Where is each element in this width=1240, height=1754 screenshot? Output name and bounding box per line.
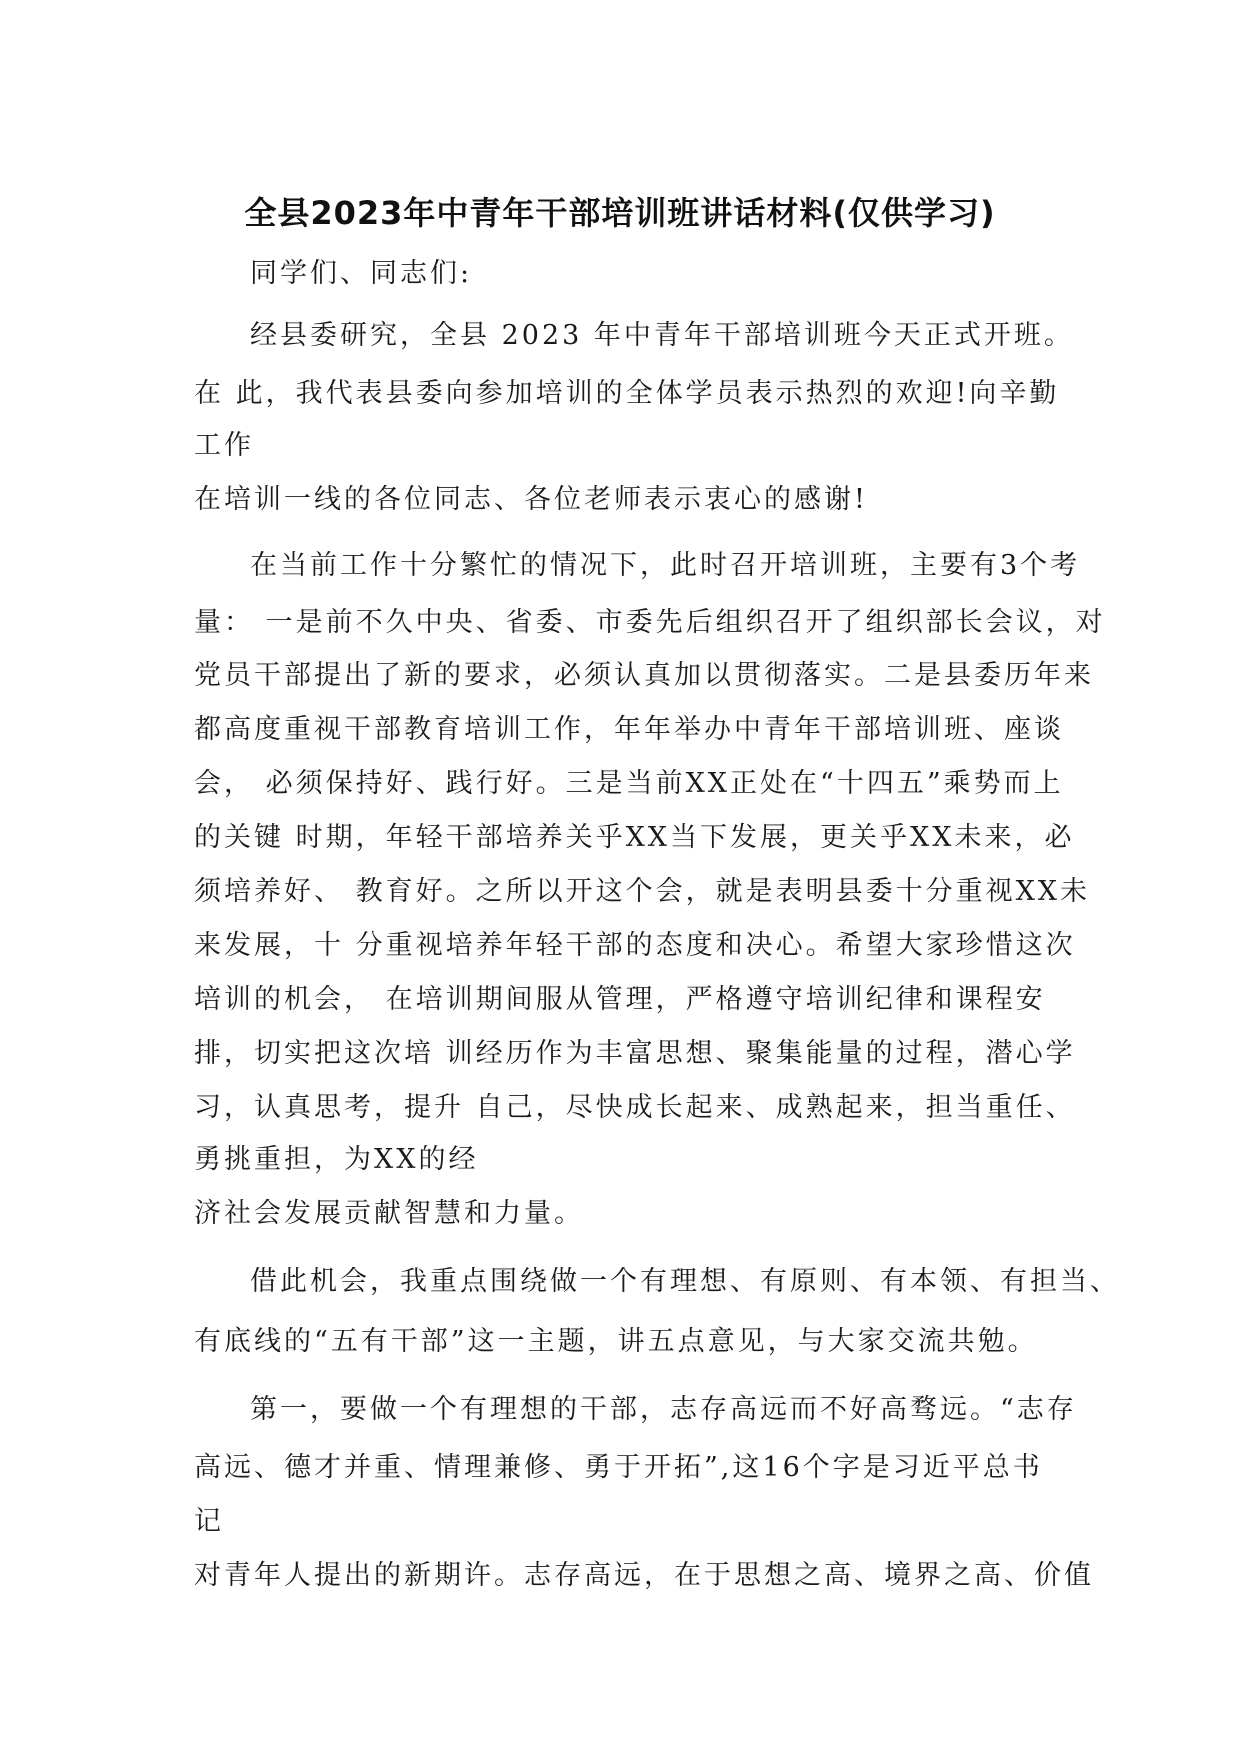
text-line: 记: [194, 1506, 224, 1537]
text-line: 的关键 时期，年轻干部培养关乎XX当下发展，更关乎XX未来，必: [194, 822, 1075, 853]
text-line: 工作: [194, 430, 254, 461]
text-line: 有底线的“五有干部”这一主题，讲五点意见，与大家交流共勉。: [194, 1326, 1038, 1357]
text-line: 习，认真思考，提升 自己，尽快成长起来、成熟起来，担当重任、: [194, 1092, 1076, 1123]
text-line: 在当前工作十分繁忙的情况下，此时召开培训班，主要有3个考: [250, 550, 1081, 581]
text-line: 培训的机会， 在培训期间服从管理，严格遵守培训纪律和课程安: [194, 984, 1046, 1015]
text-line: 排，切实把这次培 训经历作为丰富思想、聚集能量的过程，潜心学: [194, 1038, 1076, 1069]
text-line: 勇挑重担，为XX的经: [194, 1144, 479, 1175]
text-line: 对青年人提出的新期许。志存高远，在于思想之高、境界之高、价值: [194, 1560, 1094, 1591]
text-line: 第一，要做一个有理想的干部，志存高远而不好高骛远。“志存: [250, 1394, 1077, 1425]
text-line: 须培养好、 教育好。之所以开这个会，就是表明县委十分重视XX未: [194, 876, 1091, 907]
text-line: 同学们、同志们:: [250, 258, 473, 289]
page-title: 全县2023年中青年干部培训班讲话材料(仅供学习): [244, 194, 996, 232]
text-line: 在培训一线的各位同志、各位老师表示衷心的感谢!: [194, 484, 868, 515]
text-line: 来发展，十 分重视培养年轻干部的态度和决心。希望大家珍惜这次: [194, 930, 1076, 961]
text-line: 都高度重视干部教育培训工作，年年举办中青年干部培训班、座谈: [194, 714, 1064, 745]
text-line: 会， 必须保持好、践行好。三是当前XX正处在“十四五”乘势而上: [194, 768, 1064, 799]
text-line: 量： 一是前不久中央、省委、市委先后组织召开了组织部长会议，对: [194, 607, 1106, 638]
text-line: 高远、德才并重、情理兼修、勇于开拓”,这16个字是习近平总书: [194, 1452, 1043, 1483]
text-line: 在 此，我代表县委向参加培训的全体学员表示热烈的欢迎!向辛勤: [194, 378, 1060, 409]
text-line: 借此机会，我重点围绕做一个有理想、有原则、有本领、有担当、: [250, 1266, 1120, 1297]
text-line: 党员干部提出了新的要求，必须认真加以贯彻落实。二是县委历年来: [194, 660, 1094, 691]
text-line: 经县委研究，全县 2023 年中青年干部培训班今天正式开班。: [250, 320, 1074, 351]
text-line: 济社会发展贡献智慧和力量。: [194, 1198, 584, 1229]
